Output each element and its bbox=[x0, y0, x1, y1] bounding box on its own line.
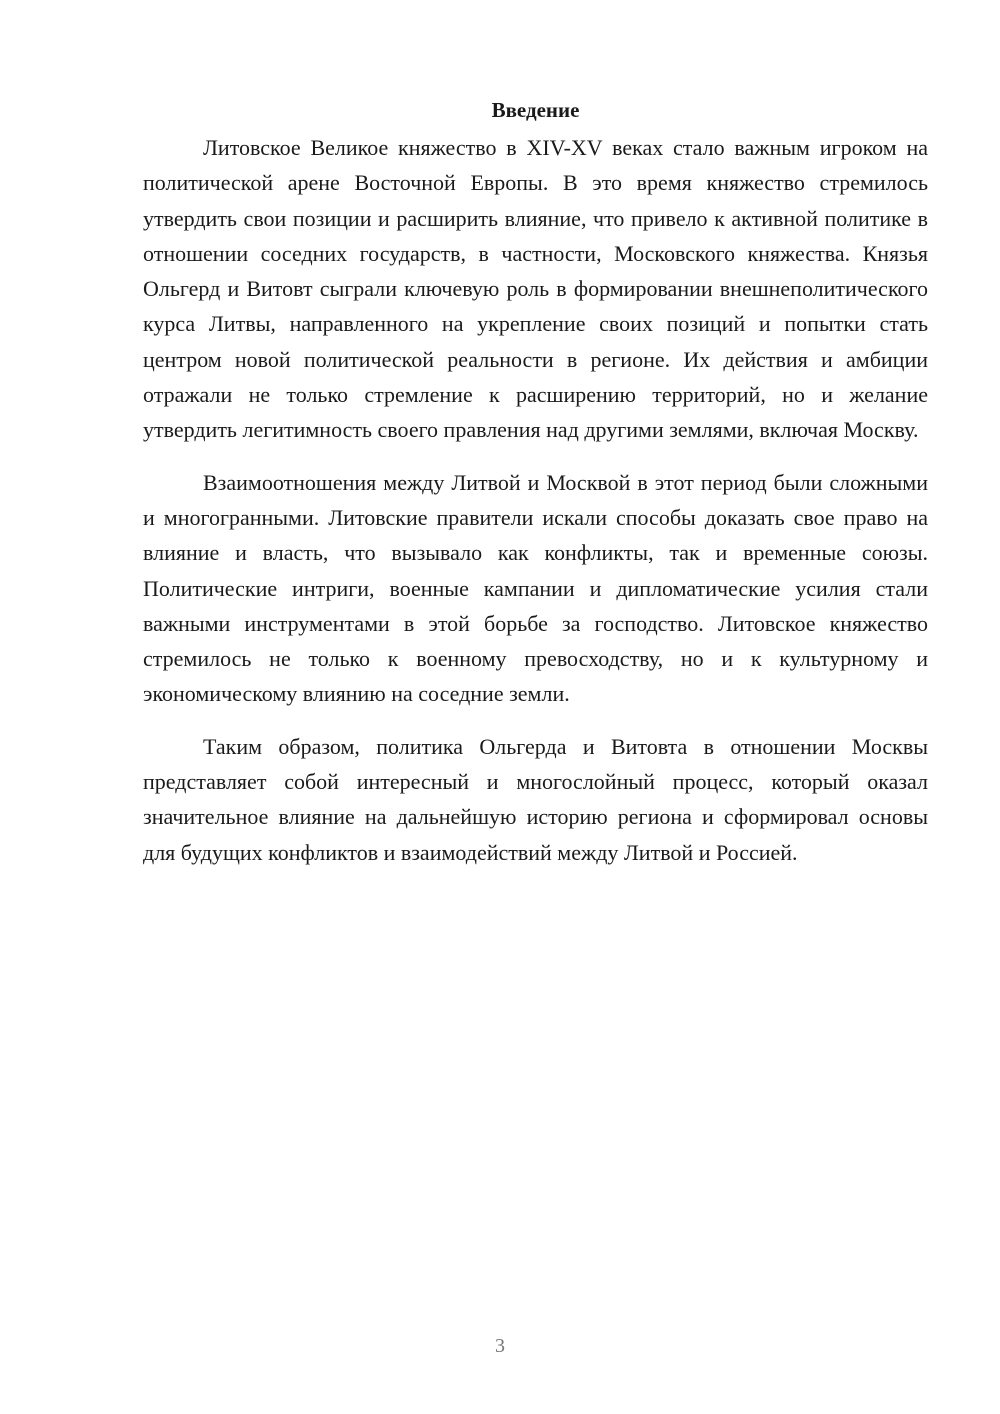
page-content bbox=[143, 92, 928, 887]
paragraph-1: Литовское Великое княжество в XIV-XV веках стало важным игроком на политической арене Восточной Европы. В это время княжество стремилось утвердить свои позиции и расширить влияние, что привело к активной политике в отношении соседних государств, в частности, Московского княжества. Князья Ольгерд и Витовт сыграли ключевую роль в формировании внешнеполитического курса Литвы, направленного на укрепление своих позиций и попытки стать центром новой политической реальности в регионе. Их действия и амбиции отражали не только стремление к расширению территорий, но и желание утвердить легитимность своего правления над другими землями, включая Москву. bbox=[143, 135, 928, 443]
page-number: 3 bbox=[495, 1335, 505, 1357]
paragraph-2: Взаимоотношения между Литвой и Москвой в этот период были сложными и многогранными. Литовские правители искали способы доказать свое право на влияние и власть, что вызывало как конфликты, так и временные союзы. Политические интриги, военные кампании и дипломатические усилия стали важными инструментами в этой борьбе за господство. Литовское княжество стремилось не только к военному превосходству, но и к культурному и экономическому влиянию на соседние земли. bbox=[143, 469, 928, 707]
paragraph-3: Таким образом, политика Ольгерда и Витовта в отношении Москвы представляет собой интересный и многослойный процесс, который оказал значительное влияние на дальнейшую историю региона и сформировал основы для будущих конфликтов и взаимодействий между Литвой и Россией. bbox=[143, 733, 928, 865]
section-title: Введение bbox=[491, 98, 580, 122]
